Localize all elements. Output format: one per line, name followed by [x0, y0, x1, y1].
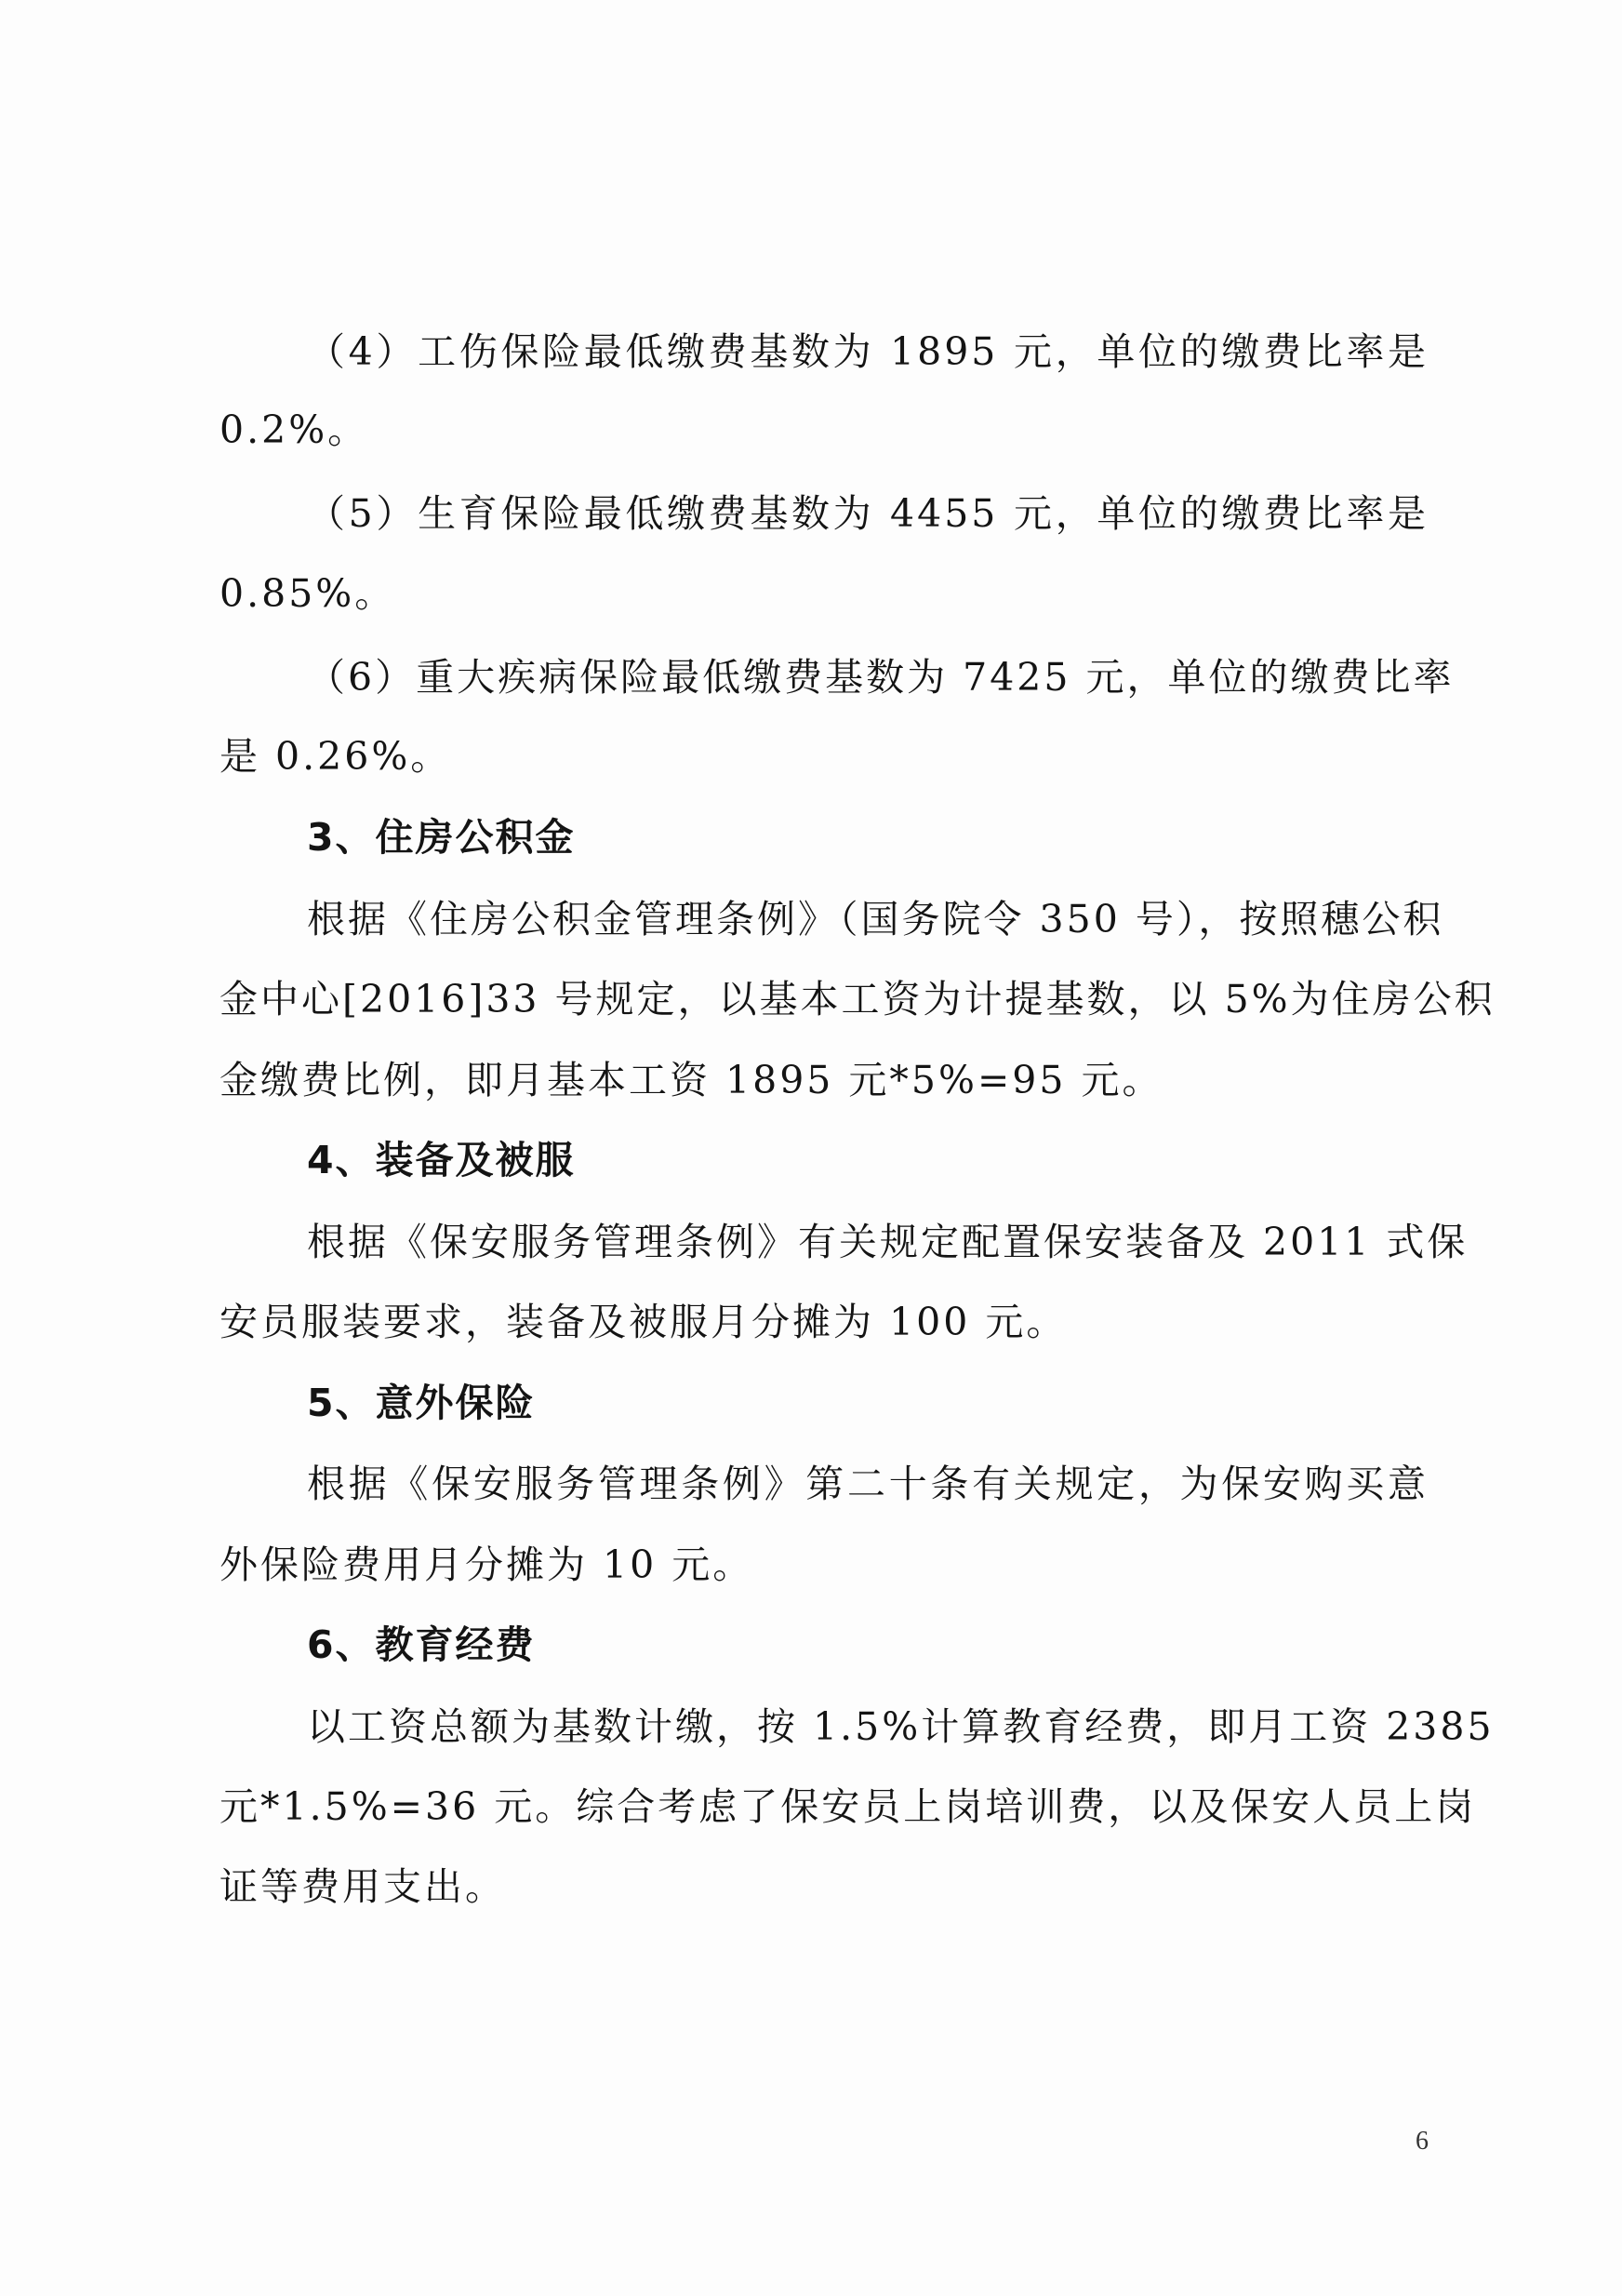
paragraph-housing-fund-line-1: 根据《住房公积金管理条例》（国务院令 350 号），按照穗公积: [307, 897, 1444, 941]
paragraph-education-line-1: 以工资总额为基数计缴，按 1.5%计算教育经费，即月工资 2385: [307, 1704, 1495, 1749]
paragraph-equipment-line-1: 根据《保安服务管理条例》有关规定配置保安装备及 2011 式保: [307, 1220, 1469, 1264]
paragraph-education-line-3: 证等费用支出。: [219, 1864, 506, 1909]
paragraph-maternity-line-2: 0.85%。: [219, 571, 396, 616]
paragraph-work-injury-line-1: （4）工伤保险最低缴费基数为 1895 元，单位的缴费比率是: [307, 329, 1429, 374]
paragraph-accident-insurance-line-2: 外保险费用月分摊为 10 元。: [219, 1542, 754, 1587]
page-number: 6: [1416, 2127, 1429, 2156]
paragraph-equipment-line-2: 安员服装要求，装备及被服月分摊为 100 元。: [219, 1300, 1068, 1344]
heading-equipment: 4、装备及被服: [307, 1138, 576, 1182]
paragraph-accident-insurance-line-1: 根据《保安服务管理条例》第二十条有关规定，为保安购买意: [307, 1462, 1429, 1506]
heading-accident-insurance: 5、意外保险: [307, 1381, 536, 1425]
paragraph-housing-fund-line-3: 金缴费比例，即月基本工资 1895 元*5%=95 元。: [219, 1058, 1163, 1102]
heading-education: 6、教育经费: [307, 1622, 536, 1667]
heading-housing-fund: 3、住房公积金: [307, 815, 576, 860]
paragraph-maternity-line-1: （5）生育保险最低缴费基数为 4455 元，单位的缴费比率是: [307, 491, 1429, 536]
paragraph-work-injury-line-2: 0.2%。: [219, 407, 369, 452]
paragraph-housing-fund-line-2: 金中心[2016]33 号规定，以基本工资为计提基数，以 5%为住房公积: [219, 977, 1496, 1021]
paragraph-critical-illness-line-1: （6）重大疾病保险最低缴费基数为 7425 元，单位的缴费比率: [307, 655, 1455, 700]
paragraph-education-line-2: 元*1.5%=36 元。综合考虑了保安员上岗培训费，以及保安人员上岗: [219, 1784, 1477, 1829]
paragraph-critical-illness-line-2: 是 0.26%。: [219, 734, 452, 779]
